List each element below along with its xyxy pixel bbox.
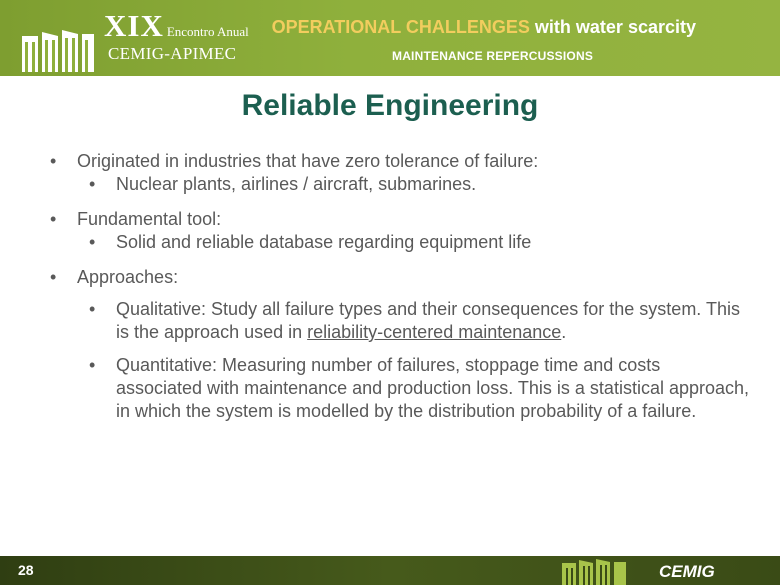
bullet-fundamental-tool: • Fundamental tool: (50, 208, 750, 231)
footer-bars-logo-icon (562, 559, 628, 585)
event-roman-numeral: XIX (104, 8, 164, 43)
section-title (272, 17, 696, 38)
event-title (104, 8, 249, 44)
page-number: 28 (18, 562, 34, 578)
rcm-link[interactable]: reliability-centered maintenance (307, 322, 562, 342)
sub-bullet-database: • Solid and reliable database regarding equipment life (89, 231, 750, 254)
cemig-logo-text: CEMIG (659, 562, 715, 580)
cemig-bars-logo-icon (22, 30, 94, 72)
cemig-wordmark-logo (659, 562, 735, 580)
sub-bullet-qualitative (89, 298, 750, 344)
qualitative-end: . (561, 322, 567, 342)
sub-bullet-industries: • Nuclear plants, airlines / aircraft, submarines. (89, 173, 750, 196)
section-subtitle: MAINTENANCE REPERCUSSIONS (392, 49, 594, 63)
section-title-highlight: OPERATIONAL CHALLENGES (271, 17, 530, 37)
bullet-origin: • Originated in industries that have zero tolerance of failure: (50, 150, 750, 173)
qualitative-text: Qualitative: Study all failure types and their consequences for the system. This is the approach used in (116, 299, 740, 342)
event-organization: CEMIG-APIMEC (108, 44, 237, 63)
bullet-approaches: • Approaches: (50, 266, 750, 289)
sub-bullet-quantitative: • Quantitative: Measuring number of failures, stoppage time and costs associated with maintenance and production loss. This is a statistical approach, in which the system is modelled by the distribution probability of a failure. (89, 354, 750, 423)
footer-bar (0, 556, 780, 585)
header-banner (0, 0, 780, 76)
slide-content (50, 150, 750, 423)
event-subtitle: Encontro Anual (166, 24, 249, 39)
section-title-rest: with water scarcity (529, 17, 696, 37)
slide-title: Reliable Engineering (241, 89, 539, 122)
